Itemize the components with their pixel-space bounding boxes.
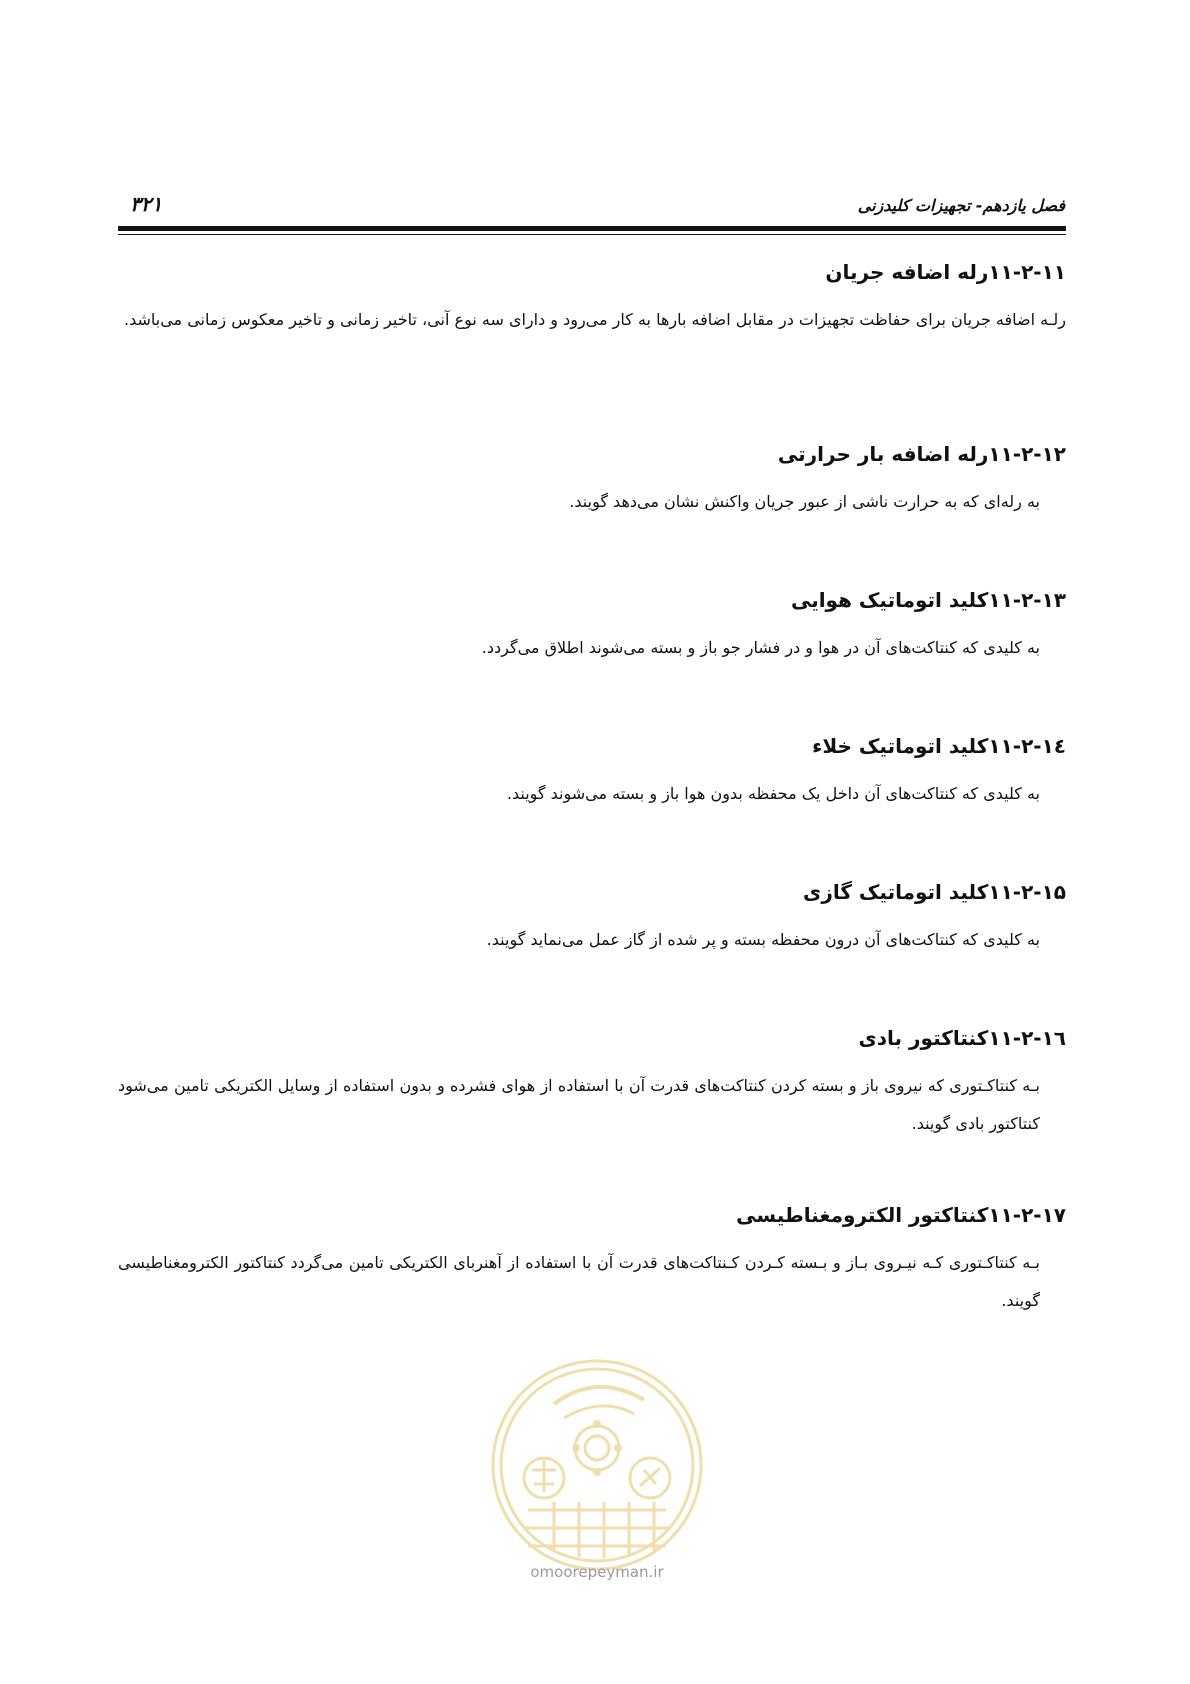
watermark-url: omoorepeyman.ir — [530, 1563, 664, 1581]
section-heading: ۱۱-۲-۱۲رله اضافه بار حرارتی — [777, 442, 1066, 466]
section-heading: ۱۱-۲-۱۵کلید اتوماتیک گازی — [802, 880, 1066, 904]
section-heading: ۱۱-۲-۱۳کلید اتوماتیک هوایی — [790, 588, 1066, 612]
section-paragraph: بـه کنتاکـتوری که نیروی باز و بسته کردن کنتاکت‌های قدرت آن با استفاده از هوای فشرده و بدون استفاده از وسایل الکتریکی تامین می‌شود کنتاکتور بادی گویند. — [118, 1076, 1040, 1133]
section-11-2-11 — [118, 257, 1066, 339]
section-11-2-12 — [118, 439, 1066, 521]
header-rule-thick — [118, 226, 1066, 231]
section-heading: ۱۱-۲-۱٤کلید اتوماتیک خلاء — [812, 734, 1066, 758]
chapter-title: فصل یازدهم- تجهیزات کلیدزنی — [857, 196, 1065, 215]
header-rule-thin — [118, 234, 1066, 235]
section-heading: ۱۱-۲-۱۷کنتاکتور الکترومغناطیسی — [736, 1203, 1066, 1227]
section-heading: ۱۱-۲-۱٦کنتاکتور بادی — [858, 1026, 1066, 1050]
section-11-2-13 — [118, 585, 1066, 667]
watermark-logo-icon — [484, 1352, 710, 1578]
section-11-2-15 — [118, 877, 1066, 959]
section-paragraph: به رله‌ای که به حرارت ناشی از عبور جریان واکنش نشان می‌دهد گویند. — [569, 492, 1040, 511]
section-11-2-17 — [118, 1200, 1066, 1320]
page-header — [118, 192, 1065, 220]
section-11-2-14 — [118, 731, 1066, 813]
section-paragraph: به کلیدی که کنتاکت‌های آن داخل یک محفظه بدون هوا باز و بسته می‌شوند گویند. — [506, 784, 1040, 803]
section-paragraph: بـه کنتاکـتوری کـه نیـروی بـاز و بـسته کـردن کـنتاکت‌های قدرت آن با استفاده از آهنربای الکتریکی تامین می‌گردد کنتاکتور الکترومغناطیسی گویند. — [118, 1253, 1040, 1310]
section-heading: ۱۱-۲-۱۱رله اضافه جریان — [825, 260, 1066, 284]
section-paragraph: رلـه اضافه جریان برای حفاظت تجهیزات در مقابل اضافه بارها به کار می‌رود و دارای سه نوع آنی، تاخیر زمانی و تاخیر معکوس زمانی می‌باشد. — [123, 310, 1066, 329]
section-11-2-16 — [118, 1023, 1066, 1143]
page-number: ۳۲۱ — [130, 192, 163, 216]
section-paragraph: به کلیدی که کنتاکت‌های آن در هوا و در فشار جو باز و بسته می‌شوند اطلاق می‌گردد. — [481, 638, 1040, 657]
section-paragraph: به کلیدی که کنتاکت‌های آن درون محفظه بسته و پر شده از گاز عمل می‌نماید گویند. — [486, 930, 1040, 949]
